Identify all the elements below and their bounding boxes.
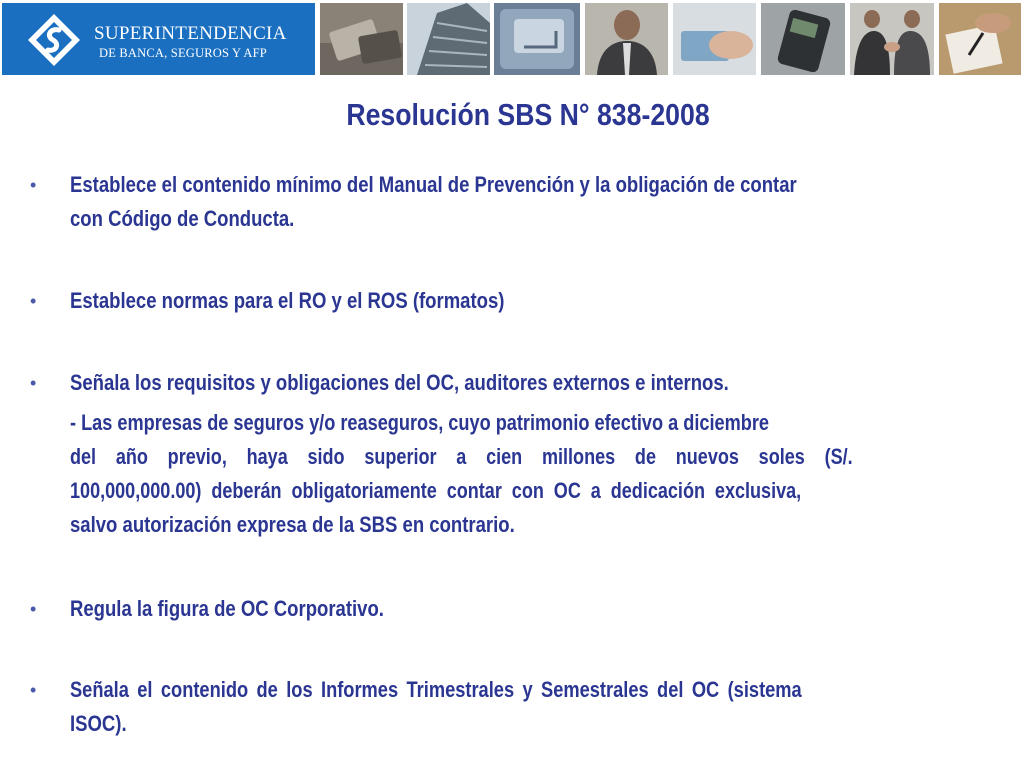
bullet-icon: • — [30, 373, 37, 393]
building-photo — [407, 3, 490, 75]
keyboard-enter-photo — [494, 3, 580, 75]
logo-title: SUPERINTENDENCIA — [94, 23, 287, 44]
slide-title: Resolución SBS N° 838-2008 — [346, 97, 710, 132]
sub-item — [70, 406, 990, 542]
bullet-icon: • — [30, 680, 37, 700]
handshake-photo — [850, 3, 934, 75]
sbs-logo — [2, 3, 315, 75]
hand-with-card-photo — [673, 3, 756, 75]
item-line: Señala los requisitos y obligaciones del OC, auditores externos e internos. — [70, 370, 729, 395]
item-line: Establece el contenido mínimo del Manual de Prevención y la obligación de contar — [70, 172, 797, 197]
bullet-item — [30, 673, 990, 741]
item-line: Señala el contenido de los Informes Trimestrales y Semestrales del OC (sistema — [70, 677, 802, 702]
bullet-icon: • — [30, 291, 37, 311]
item-line: ISOC). — [70, 711, 127, 736]
bullet-item — [30, 366, 990, 400]
signing-document-photo — [939, 3, 1021, 75]
header-banner — [0, 0, 1024, 79]
item-line: salvo autorización expresa de la SBS en contrario. — [70, 512, 515, 537]
item-line: Establece normas para el RO y el ROS (formatos) — [70, 288, 505, 313]
item-line: del año previo, haya sido superior a cien millones de nuevos soles (S/. — [70, 444, 853, 469]
item-line: con Código de Conducta. — [70, 206, 295, 231]
item-line: - Las empresas de seguros y/o reaseguros, cuyo patrimonio efectivo a diciembre — [70, 410, 770, 435]
item-line: 100,000,000.00) deberán obligatoriamente contar con OC a dedicación exclusiva, — [70, 478, 802, 503]
item-line: Regula la figura de OC Corporativo. — [70, 596, 384, 621]
credit-card-photo — [320, 3, 403, 75]
bullet-item — [30, 592, 990, 626]
card-terminal-photo — [761, 3, 845, 75]
businessman-photo — [585, 3, 668, 75]
sbs-diamond-icon — [26, 12, 82, 68]
bullet-icon: • — [30, 175, 37, 195]
bullet-icon: • — [30, 599, 37, 619]
logo-subtitle: DE BANCA, SEGUROS Y AFP — [99, 46, 267, 60]
bullet-item — [30, 168, 990, 236]
bullet-item — [30, 284, 990, 318]
